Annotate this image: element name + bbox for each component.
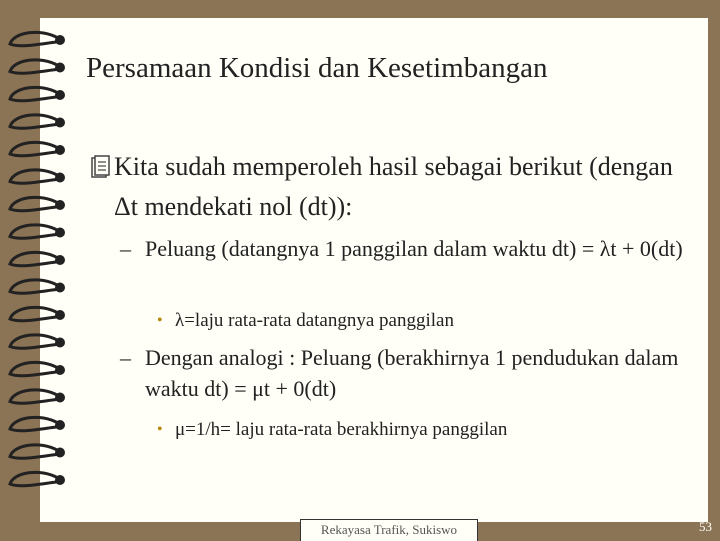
- binding-hole: [55, 283, 65, 293]
- spiral-ring: [10, 335, 58, 348]
- binding-hole: [55, 255, 65, 265]
- binding-hole: [55, 145, 65, 155]
- binding-hole: [55, 90, 65, 100]
- binding-hole: [55, 448, 65, 458]
- binding-hole: [55, 173, 65, 183]
- dash-marker: –: [120, 345, 131, 370]
- spiral-ring: [10, 32, 58, 45]
- binding-hole: [55, 228, 65, 238]
- spiral-ring: [10, 115, 58, 128]
- spiral-ring: [10, 142, 58, 155]
- footer-title: Rekayasa Trafik, Sukiswo: [300, 519, 478, 541]
- slide-page: [40, 18, 708, 522]
- binding-hole: [55, 365, 65, 375]
- dash-marker: –: [120, 236, 131, 261]
- main-bullet-text: Kita sudah memperoleh hasil sebagai berikut (dengan Δt mendekati nol (dt)):: [114, 152, 673, 221]
- sub-sub-bullet-1-text: λ=laju rata-rata datangnya panggilan: [175, 310, 454, 331]
- sub-sub-bullet-2-text: μ=1/h= laju rata-rata berakhirnya panggilan: [175, 419, 508, 440]
- binding-hole: [55, 420, 65, 430]
- spiral-ring: [10, 252, 58, 265]
- spiral-ring: [10, 445, 58, 458]
- binding-hole: [55, 338, 65, 348]
- binding-hole: [55, 63, 65, 73]
- spiral-ring: [10, 307, 58, 320]
- spiral-ring: [10, 417, 58, 430]
- spiral-ring: [10, 280, 58, 293]
- binding-hole: [55, 393, 65, 403]
- binding-hole: [55, 35, 65, 45]
- spiral-ring: [10, 170, 58, 183]
- sub-bullet-2-text: Dengan analogi : Peluang (berakhirnya 1 pendudukan dalam waktu dt) = μt + 0(dt): [145, 345, 679, 401]
- sub-sub-bullet-1: [157, 309, 697, 333]
- page-number: 53: [699, 519, 712, 534]
- sub-bullet-2: [120, 342, 710, 404]
- binding-hole: [55, 200, 65, 210]
- binding-hole: [55, 310, 65, 320]
- notepad-icon: [90, 155, 110, 179]
- binding-hole: [55, 475, 65, 485]
- binding-hole: [55, 118, 65, 128]
- spiral-ring: [10, 362, 58, 375]
- sub-sub-bullet-2: [157, 418, 697, 442]
- sub-bullet-1: [120, 233, 710, 264]
- bullet-dot: •: [157, 421, 163, 438]
- sub-bullet-1-text: Peluang (datangnya 1 panggilan dalam waktu dt) = λt + 0(dt): [145, 236, 683, 261]
- spiral-ring: [10, 60, 58, 73]
- slide-title: Persamaan Kondisi dan Kesetimbangan: [86, 52, 548, 84]
- spiral-binding-icon: [0, 0, 80, 540]
- main-bullet: [90, 147, 690, 227]
- bullet-dot: •: [157, 312, 163, 329]
- spiral-ring: [10, 472, 58, 485]
- spiral-ring: [10, 390, 58, 403]
- spiral-ring: [10, 87, 58, 100]
- spiral-ring: [10, 197, 58, 210]
- spiral-ring: [10, 225, 58, 238]
